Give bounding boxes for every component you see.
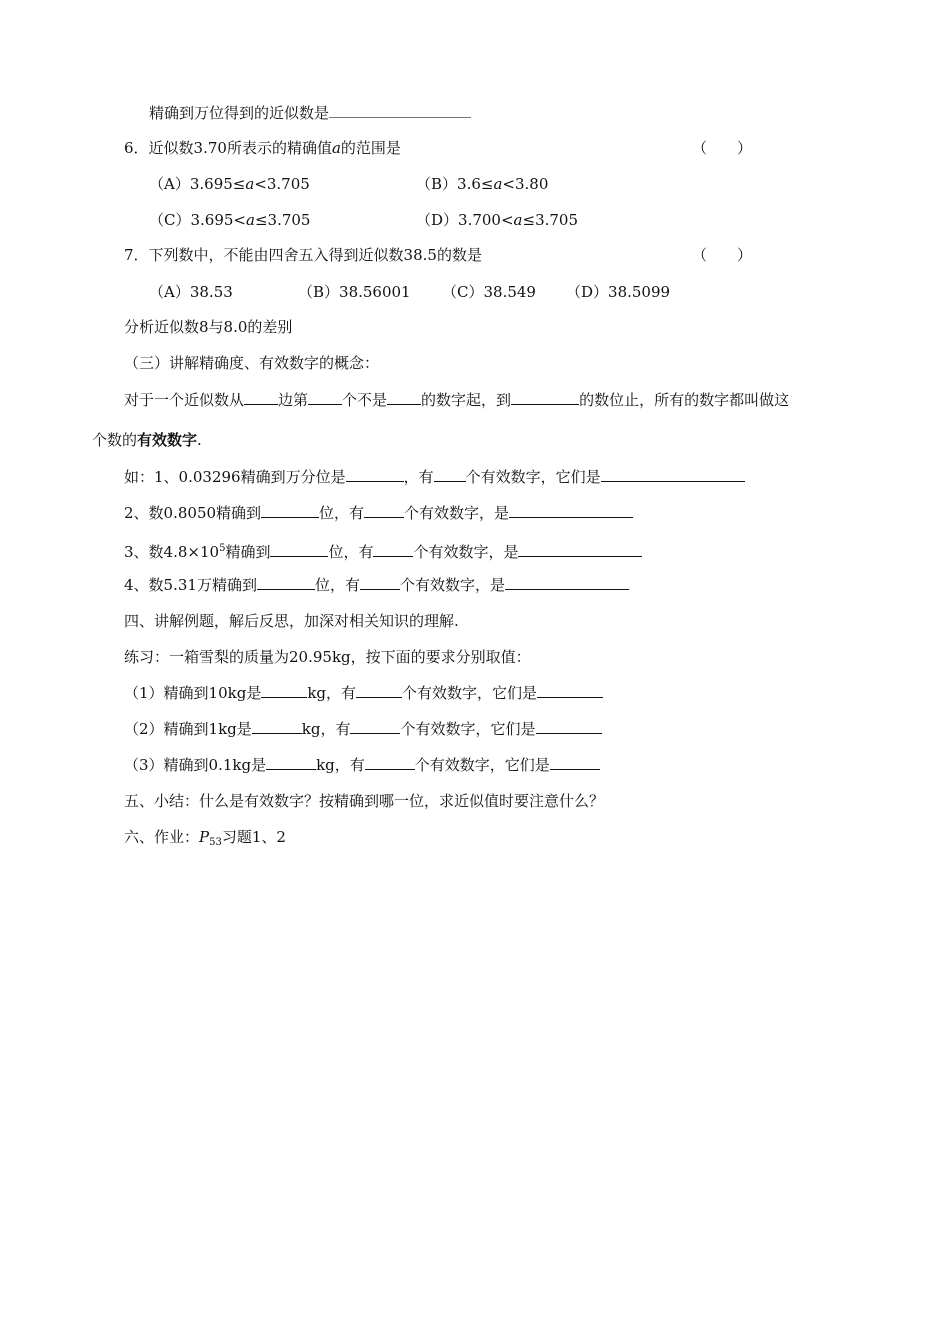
answer-blank[interactable] [356,683,402,698]
section-3-heading: （三）讲解精确度、有效数字的概念： [124,354,380,372]
section-4-heading: 四、讲解例题，解后反思，加深对相关知识的理解. [124,612,459,630]
q6-option-d[interactable]: （D）3.700<a≤3.705 [416,211,579,229]
line-approx-ten-thousand: 精确到万位得到的近似数是 [149,103,471,123]
answer-blank[interactable] [346,467,404,482]
answer-blank[interactable] [270,542,328,557]
answer-blank[interactable] [252,719,302,734]
answer-blank[interactable] [244,390,278,405]
question-6-answer-paren[interactable]: （ ） [692,139,753,157]
q7-option-b[interactable]: （B）38.56001 [298,283,411,301]
q7-option-c[interactable]: （C）38.549 [442,283,536,301]
answer-blank[interactable] [537,683,603,698]
q7-option-a[interactable]: （A）38.53 [149,283,233,301]
answer-blank[interactable] [373,542,413,557]
example-1: 如：1、0.03296精确到万分位是 ，有 个有效数字，它们是 [124,467,745,487]
answer-blank[interactable] [266,755,316,770]
answer-blank[interactable] [257,575,315,590]
answer-blank[interactable] [261,503,319,518]
section-6-homework: 六、作业：$P_{53}$习题1、2 [124,828,286,848]
answer-blank[interactable] [511,390,579,405]
answer-blank[interactable] [536,719,602,734]
q6-option-b[interactable]: （B）3.6≤a<3.80 [416,175,549,193]
analysis-line: 分析近似数8与8.0的差别 [124,318,293,336]
question-6: 6．近似数3.70所表示的精确值a的范围是 [124,139,401,157]
answer-blank[interactable] [261,683,307,698]
practice-1: （1）精确到10kg是 kg，有 个有效数字，它们是 [124,683,603,703]
answer-blank[interactable] [364,503,404,518]
definition-line-1: 对于一个近似数从 边第 个不是 的数字起，到 的数位止，所有的数字都叫做这 [124,391,790,409]
practice-2: （2）精确到1kg是 kg，有 个有效数字，它们是 [124,719,602,739]
example-4: 4、数5.31万精确到 位，有 个有效数字，是 [124,575,629,595]
definition-line-2: 个数的有效数字. [92,431,202,449]
question-7: 7．下列数中，不能由四舍五入得到近似数38.5的数是 [124,246,482,264]
answer-blank[interactable] [601,467,745,482]
answer-blank[interactable] [518,542,642,557]
question-7-answer-paren[interactable]: （ ） [692,246,753,264]
example-3: 3、数$4.8\times 10^5$精确到 位，有 个有效数字，是 [124,539,642,559]
q6-option-a[interactable]: （A）3.695≤a<3.705 [149,175,310,193]
answer-blank[interactable] [509,503,633,518]
answer-blank[interactable] [550,755,600,770]
example-2: 2、数0.8050精确到 位，有 个有效数字，是 [124,503,633,523]
answer-blank[interactable] [350,719,400,734]
answer-blank[interactable] [505,575,629,590]
term-significant-figures: 有效数字 [137,431,198,449]
answer-blank[interactable] [360,575,400,590]
answer-blank[interactable] [365,755,415,770]
answer-blank[interactable] [308,390,342,405]
section-5-summary: 五、小结：什么是有效数字？按精确到哪一位，求近似值时要注意什么？ [124,792,605,810]
practice-intro: 练习：一箱雪梨的质量为20.95kg，按下面的要求分别取值： [124,648,531,666]
answer-blank[interactable] [329,103,471,118]
q7-option-d[interactable]: （D）38.5099 [566,283,671,301]
answer-blank[interactable] [387,390,421,405]
answer-blank[interactable] [434,467,466,482]
practice-3: （3）精确到0.1kg是 kg，有 个有效数字，它们是 [124,755,600,775]
q6-option-c[interactable]: （C）3.695<a≤3.705 [149,211,311,229]
